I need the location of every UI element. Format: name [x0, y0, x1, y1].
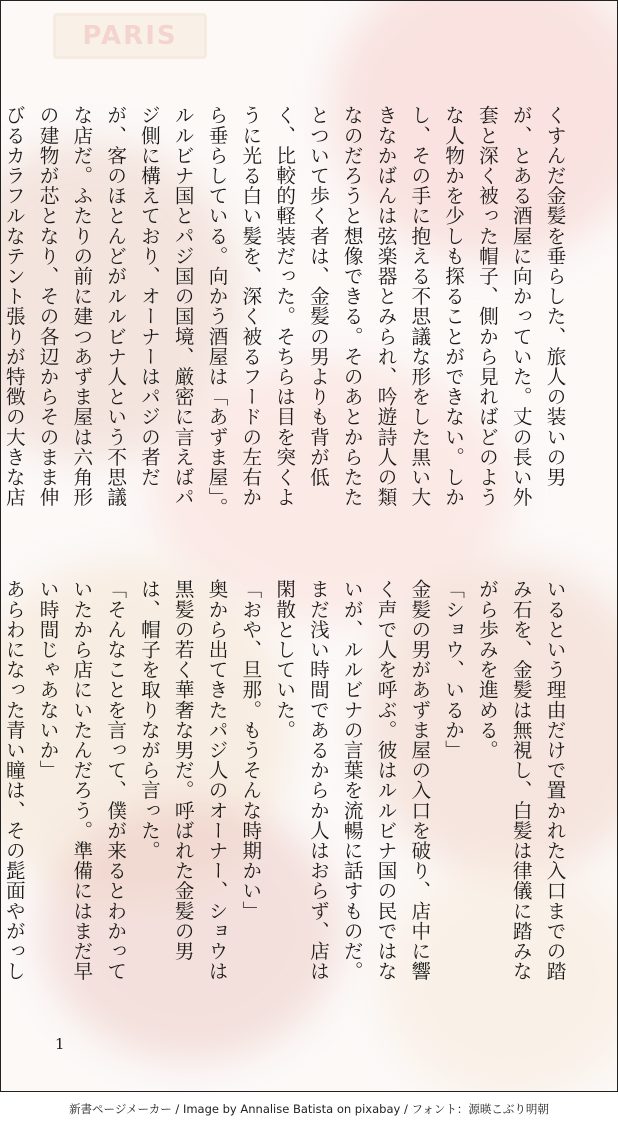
page-number: 1 [55, 1035, 65, 1053]
upper-text-block: くすんだ金髪を垂らした、旅人の装いの男が、とある酒屋に向かっていた。丈の長い外套と深く被った帽子、側から見ればどのような人物かを少しも探ることができない。しかし、その手に抱える不思議な形をした黒い大きなかばんは弦楽器とみられ、吟遊詩人の類なのだろうと想像できる。そのあとからたたとついて歩く者は、金髪の男よりも背が低く、比較的軽装だった。そちらは目を突くように光る白い髪を、深く被るフードの左右から垂らしている。向かう酒屋は「あずま屋」。ルルビナ国とパジ国の国境、厳密に言えばパジ側に構えており、オーナーはパジの者だが、客のほとんどがルルビナ人という不思議な店だ。ふたりの前に建つあずま屋は六角形の建物が芯となり、その各辺からそのまま伸びるカラフルなテント張りが特徴の大きな店 [2, 105, 566, 518]
footer-credit: 新書ページメーカー / Image by Annalise Batista on pixabay / フォント：源暎こぶり明朝 [69, 1102, 549, 1116]
lower-text-block: いるという理由だけで置かれた入口までの踏み石を、金髪は無視し、白髪は律儀に踏みながら歩みを進める。 「ショウ、いるか」 金髪の男があずま屋の入口を破り、店中に響く声で人を呼ぶ。彼はルルビナ国の民ではないが、ルルビナの言葉を流暢に話すものだ。まだ浅い時間であるからか人はおらず、店は閑散としていた。 「おや、旦那。もうそんな時期かい」 奥から出てきたパジ人のオーナー、ショウは黒髪の若く華奢な男だ。呼ばれた金髪の男は、帽子を取りながら言った。 「そんなことを言って、僕が来るとわかっていたから店にいたんだろう。準備にはまだ早い時間じゃあないか」 あらわになった青い瞳は、その髭面やがっし [2, 579, 566, 981]
text-area [1, 1, 617, 1091]
